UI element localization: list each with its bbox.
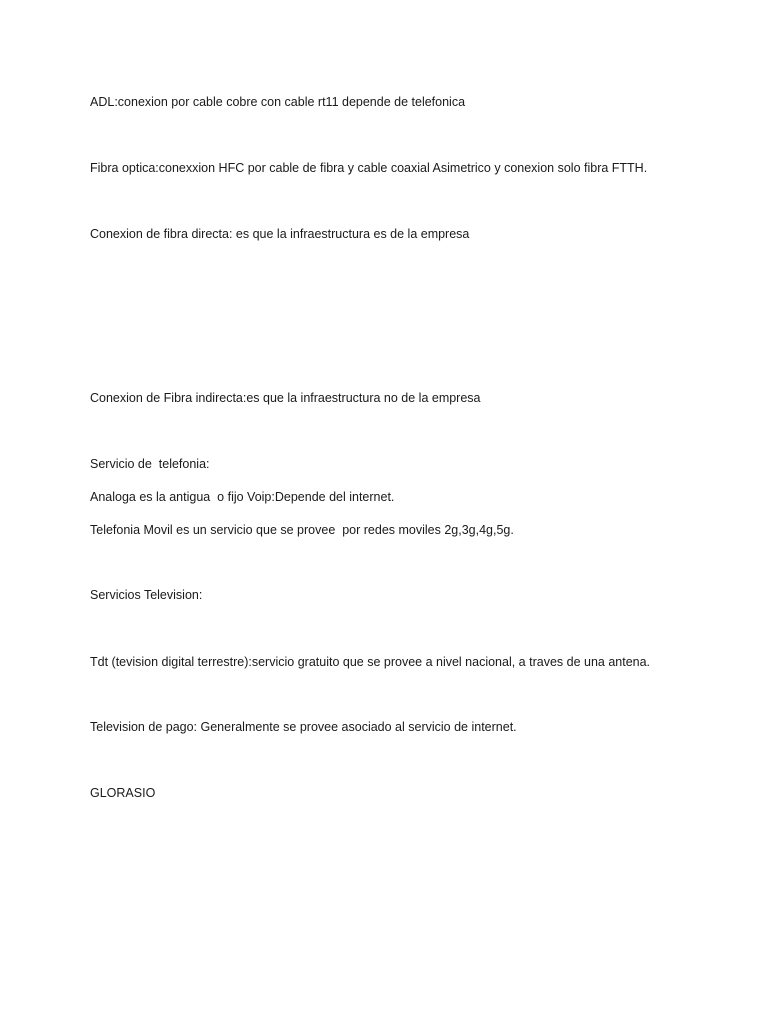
paragraph-servicios-television: Servicios Television:: [90, 588, 203, 602]
paragraph-fibra-optica: Fibra optica:conexxion HFC por cable de fibra y cable coaxial Asimetrico y conexion solo fibra FTTH.: [90, 161, 648, 175]
paragraph-servicio-telefonia: Servicio de telefonia:: [90, 457, 210, 471]
paragraph-fibra-directa: Conexion de fibra directa: es que la infraestructura es de la empresa: [90, 227, 470, 241]
paragraph-telefonia-movil: Telefonia Movil es un servicio que se provee por redes moviles 2g,3g,4g,5g.: [90, 523, 514, 537]
paragraph-adl: ADL:conexion por cable cobre con cable rt11 depende de telefonica: [90, 95, 466, 109]
paragraph-glorasio: GLORASIO: [90, 786, 156, 800]
paragraph-fibra-indirecta: Conexion de Fibra indirecta:es que la infraestructura no de la empresa: [90, 391, 481, 405]
paragraph-tdt: Tdt (tevision digital terrestre):servicio gratuito que se provee a nivel nacional, a traves de una antena.: [90, 655, 651, 669]
paragraph-television-pago: Television de pago: Generalmente se provee asociado al servicio de internet.: [90, 720, 517, 734]
paragraph-analoga: Analoga es la antigua o fijo Voip:Depende del internet.: [90, 490, 395, 504]
